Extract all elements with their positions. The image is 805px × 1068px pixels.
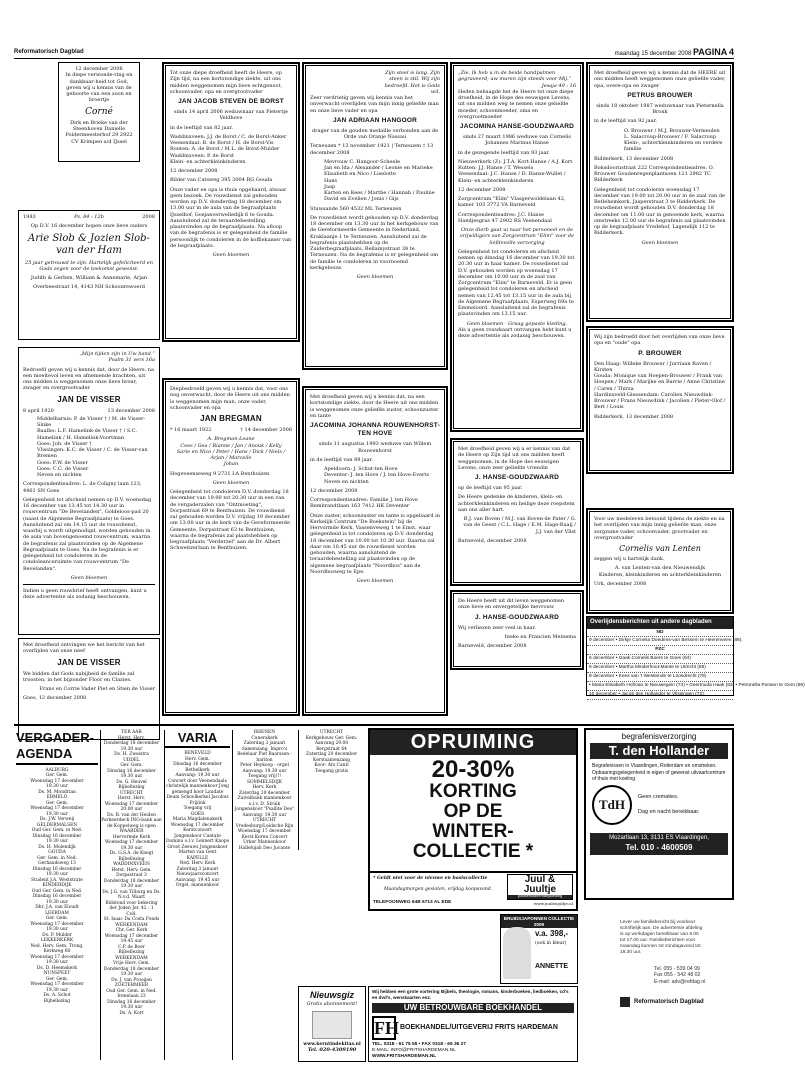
notice-note: Als u geen rouwkaart ontvangen hebt kunt u deze advertentie als zodanig beschouwen. xyxy=(458,326,572,340)
text: Heden behaagde het de Heere tot onze diepe droefheid, in de Hope des eeuwigen Levens, uit ons midden weg te nemen onze geliefde moeder, schoonmoeder, oma en overgrootmoeder xyxy=(458,88,574,120)
magazine-image-placeholder xyxy=(312,1011,352,1039)
anniversary-announcement xyxy=(18,210,160,340)
children: Judith & Gerben, William & Annemarie, Arjan xyxy=(30,275,148,281)
address: Bilder van Catsweg 395 3004 RG Gouda xyxy=(170,177,273,184)
text: Diepbedroefd geven wij u kennis dat, voor ons nog onverwacht, door de Heere uit ons midden is weggenomen mijn man, onze vader, schoonvader en opa xyxy=(170,386,290,411)
text: Tot onze diepe droefheid heeft de Heere, op Zijn tijd, na een kortstondige ziekte, uit ons midden weggenomen mijn lieve echtgenoot, schoonvader, opa en overgrootvader xyxy=(170,70,283,95)
dates: Terneuzen * 13 november 1921 | Terneuzen † 13 december 2008 xyxy=(310,143,434,156)
rd-brand: Reformatorisch Dagblad xyxy=(634,998,704,1005)
rd-info-box xyxy=(584,906,734,1062)
deceased-name: JACOMINA HANSE-GOUDZWAARD xyxy=(459,123,575,130)
service-details: Gelegenheid tot condoleren D.V. donderdag 18 december van 19.00 tot 20.30 uur in een van de vergaderzalen van "Ontmoeting", Dorpsstraat 69 te Benthuizen. De rouwdienst zal gehouden worden D.V. vrijdag 19 december om 13.00 uur in de kerk van de Gereformeerde Gemeente, Dorpsstraat 63 te Benthuizen, waarna de begrafenis zal plaatshebben op begraafplaats "Verderzel" aan de Dr. Albert Schweitzerlaan te Benthuizen. xyxy=(170,489,290,552)
funeral-note: Geen crematies. xyxy=(638,794,679,801)
service-details: Onze vader en opa is thuis opgebaard, alwaar geen bezoek. De rouwdienst zal gehouden worden op D.V. donderdag 18 december om 13.00 uur in de aula van de begraafplaats IJsselhof, Goejanverwelledijk 6 te Gouda. Aansluitend zal de teraardebestelling plaatsvinden op de begraafplaats. Na afloop van de begrafenis is er gelegenheid de familie persoonlijk te condoleren in de koffiekamer van de begraafplaats. xyxy=(170,186,292,249)
varia-entries: RHENEN Cunerakerk Zaterdag 3 januari Samenzang, Impro's Bedelaar Piet Baarssen - bariton Peter Heykoop - orgel Aanvang: 19.30 uur Toegang vrij!!! SOMMELSDIJK Herv. Kerk Zaterdag 20 december Zuivelbank mannenkoor o.l.v. D. Struik Jongenskoor "Psallite Deo" Aanvang: 19.30 uur UTRECHT Vredesburg/Leidsche Rijn Woensdag 17 december Kerst Koren Concert Urker Mannenkoor Hallelujah Deo Juvante xyxy=(234,730,295,851)
ad-url[interactable]: www.juulenjultje.nl xyxy=(533,901,573,906)
deceased-name: JACOMINA JOHANNA ROUWENHORST-TEN HOVE xyxy=(310,422,440,438)
deceased-name: J. HANSE-GOUDZWAARD xyxy=(475,474,559,481)
obit-text: Bedroefd geven wij u kennis dat, door de Heere, na een moeitevol leven en afnemende krachten, uit ons midden is weggenomen onze lieve broer, zwager en overgrootvader xyxy=(23,366,154,392)
juul-juultje-logo: Juul & Juultje positiemodeerbabykleding xyxy=(507,874,573,900)
thanks-van-lenten xyxy=(586,508,734,614)
pzc-label: PZC xyxy=(587,646,733,655)
age: in de leeftijd van 92 jaar. xyxy=(594,118,657,125)
signatories: A. van Lenten-van den Nieuwendijk Kinderen, kleinkinderen en achterkleinkinderen xyxy=(598,565,722,578)
rd-fax: Fax 055 - 542 48 02 xyxy=(654,972,701,979)
nieuwsgiz-title: Nieuwsgiz xyxy=(309,990,354,1000)
header-date: maandag 15 december 2008 PAGINA 4 xyxy=(614,47,734,57)
address: Overbeestraat 14, 4143 NH Schoonrewoerd xyxy=(33,284,145,291)
obituary-hanse-goudzwaard xyxy=(450,62,584,432)
text: Zeer verdrietig geven wij kennis van het onverwacht overlijden van mijn innig geliefde man en onze lieve vader en opa xyxy=(310,95,439,114)
bridal-title: BRUIDSJAPONNEN COLLECTIE 2009 xyxy=(501,915,577,928)
rd-phone: Tel. 055 - 539 04 99 xyxy=(654,965,700,972)
subtitle: sinds 27 maart 1986 weduwe van Cornelis Johannes Marinus Hanse xyxy=(463,134,571,147)
text: Met droefheid geven wij u kennis dat de HEERE uit ons midden heeft weggenomen onze geliefde vader, opa, overe-opa en zwager xyxy=(594,70,726,89)
age: op de leeftijd van 95 jaar. xyxy=(458,485,523,492)
obituary-jan-de-visser xyxy=(18,347,160,635)
text: De Heere heeft uit dit leven weggenomen onze lieve en onvergetelijke mevrouw xyxy=(458,598,565,611)
text: Met droefheid ontvingen we het bericht van het overlijden van onze neef xyxy=(23,642,145,655)
verse: Jesaja 49 : 16 xyxy=(541,82,576,89)
condolence-hanse-2 xyxy=(450,590,584,670)
announcement-text: In diepe verwonde-ring en dankbaar-heid tot God, geven wij u kennis van de geboorte van een zoon en broertje xyxy=(65,72,133,104)
signatories: Ineke en Francien Meinema xyxy=(504,633,576,640)
other-papers-overview xyxy=(586,616,805,698)
paper-name: Reformatorisch Dagblad xyxy=(14,49,84,55)
body: De Heere gedenke de kinderen, klein- en achterkleinkinderen en heilige deze roepstem aan ons aller hart. xyxy=(458,494,575,513)
bookshop-intro: Wij hebben een grote sortering Bijbels, theologie, romans, kinderboeken, liedboeken, cd's en dvd's, wenskaarten enz. xyxy=(372,989,569,1000)
age: in de leeftijd van 89 jaar. xyxy=(310,456,373,463)
family-list: A. Bregman-Leane Cees / Gea / Rianne / Jan / Anouk / Kelly Sarie en Nico / Peter / Hans / Dick / Niels / Arjan / Marcelle Johan xyxy=(176,436,286,468)
body: We bidden dat Gods nabijheid de familie zal troosten, in het bijzonder Floor en Claziеs. xyxy=(23,670,135,683)
family-list: Nieuwerkerk (Z): J.T.A. Kort-Hanse / A.J. Kort Rutten: J.J. Hanse / T. Wessels Veenendaal: J.C. Hanse / D. Hanse-Wullet / Klein- en achterkleinkinderen xyxy=(458,158,573,184)
ad-fineprint: * Geldt niet voor de nieuwe en basiscollectie xyxy=(373,876,488,881)
agenda-entries: TER AAR Herst. Herv. Donderdag 18 december 19.30 uur Ds. H. Zweistra UDDEL Ger. Gem. Dinsdag 16 december 19.30 uur Ds. G. Heuvel Bijbellezing UTRECHT Herst. Herv. Woensdag 17 december 20.00 uur Ds. B. van der Heiden Parkeerdeck ING-bank aan de Koppelweg is open WAARDER Hervormde Kerk Woensdag 17 december 19.30 uur Ds. G.S.A. de Knegt Bijbellezing WADDINXVEEN Herst. Herv. Gem. Dorpsstraat 3 Donderdag 18 december 19.30 uur Ds. J.G. van Tilburg en Ds. N.v.d. Waart Bidstond voor bekering der Joden Jer. 42 : 1 Coll. St. Isaac Da Costa Fonds WERKENDAM Chr. Ger. Kerk Woensdag 17 december 19.45 uur C.P. de Boer Bijbellezing WERKENDAM Vrije Herv. Gem. Donderdag 18 december 19.30 uur Ds. J. van Prooijen ZOETERMEER Oud Ger. Gem. in Ned. Irenelaan 23 Dinsdag 16 december 19.30 uur Ds. A. Kort xyxy=(101,730,162,1016)
funeral-logo-icon: TdH xyxy=(592,785,632,825)
date: Ridderkerk, 13 december 2008 xyxy=(594,155,674,162)
ad-hours: Maandagmorgen gesloten, vrijdag koopavond. xyxy=(383,887,493,892)
opruiming-ad-footer xyxy=(368,873,578,911)
varia-entries: UTRECHT Kerkgebouw Ger. Gem. Aanvang 20.00 Bergstraat 64 Zaterdag 20 december Kerstsamenzang Koor: Ars Canti Toegang gratis xyxy=(305,730,358,774)
overview-row: 10 december • Jacob den Hollander te Vlissingen (72). xyxy=(587,691,733,700)
varia-entries: BENEVELD Herv. Gem. Dinsdag 16 december Bethelkerk Aanvang: 19.30 uur Concert door Veenendaals christelijk mannenkoor Jong gemengd koor Laudate Deum Schoolkerkel Jacobus Frijlink Toegang vrij GOES Maria Magdalenakerk Woensdag 17 december Kerstconcert Jongenskoor Cantate Domino o.l.v. Lennert Knops Groot Zeeuws Jongenskoor Marten van Gent KAPELLE Ned. Herv. Kerk Zaterdag 3 januari Nieuwjaarsconcert Aanvang: 19.45 uur Orgel, mannenkoor xyxy=(166,751,229,889)
rd-email[interactable]: E-mail: adv@refdag.nl xyxy=(654,978,706,985)
announcement-date: 12 december 2008 xyxy=(75,66,123,72)
text: Wij zijn bedroefd door het overlijden van onze lieve opa en "oude" opa xyxy=(594,334,725,347)
nieuwsgiz-tel: Tel. 020-4309190 xyxy=(307,1047,357,1054)
overview-row: 6 december • Martha Minderhout-Mante te Utrecht (85) xyxy=(587,664,733,673)
bookshop-banner: UW BETROUWBARE BOEKHANDEL xyxy=(372,1003,574,1013)
service-details: Gelegenheid tot condoleren en afscheid nemen op dinsdag 16 december van 19.30 tot 20.30 uur in haar kamer. De rouwdienst zal D.V. gehouden worden op woensdag 17 december om 10.00 uur in de zaal van Zorgcentrum "Elim" te Barneveld. Er is geen gelegenheid tot condoleren en afscheid nemen van 12.45 tot 13.15 uur in de aula bij de Algemene Begraafplaats, Esperweg 69a te Emmeloord. Aansluitend zal de begrafenis plaatsvinden om 13.15 uur. xyxy=(458,248,575,318)
deceased-name: P. BROUWER xyxy=(638,349,682,357)
obituary-de-borst xyxy=(162,62,300,342)
address: Stuwsande 560 4532 ML Terneuzen xyxy=(310,205,402,212)
age: in de leeftijd van 82 jaar. xyxy=(170,124,233,131)
deceased-name: JAN BREGMAN xyxy=(200,414,262,423)
deceased-name: J. HANSE-GOUDZWAARD xyxy=(475,613,559,621)
service-details: Gelegenheid tot condoleren woensdag 17 december van 19.00 tot 20.00 uur in de zaal van de Betlehemkerk, Jasperstraat 3 te Ridderkerk. De rouwdienst wordt gehouden D.V. donderdag 18 december om 11.00 uur in genoemde kerk, waarna omstreeks 12.00 uur de begrafenis zal plaatsvinden op de begraafplaats Vredehof, Lagendijk 112 te Ridderkerk. xyxy=(594,186,726,237)
overview-title: Overlijdensberichten uit andere dagbladen xyxy=(587,617,733,629)
discount: 20-30% xyxy=(431,756,515,783)
signatories: B.J. van Boven / M.J. van Boven-de Pater / G. van de Geest / C.L. Hage / E.M. Hage-Baaij / J.J. van der Vlist xyxy=(463,516,576,535)
correspondence: Correspondentieadres: J.C. Hanse Handjesgras 47 2902 RS Veenendaal xyxy=(458,211,552,224)
condolence-brouwer xyxy=(586,326,734,474)
bookshop-email[interactable]: E-MAIL: INFO@FRITSHARDEMAN.NL xyxy=(372,1048,456,1054)
funeral-note: Dag en nacht bereikbaar. xyxy=(638,809,700,815)
dress-image-placeholder xyxy=(503,927,531,979)
child-name: Corné xyxy=(85,106,113,117)
family-list: Mevrouw C. Hangoor-Scheele Jan en Ida / Alexander / Leonie en Marieke Elisabeth en Nico / Liselotte Hans Jaap Karten en Kees / Marthe / Hannah / Pauline David en Evelien / Jonis / Gijs xyxy=(324,158,435,203)
birth-announcement xyxy=(58,62,140,162)
subtitle: sinds 11 augustus 1993 weduwe van Willem Rouwenhorst xyxy=(318,441,432,454)
obituary-bregman xyxy=(162,378,300,716)
no-flowers: Geen bloemen xyxy=(70,574,108,581)
nd-label: ND xyxy=(587,629,733,638)
bookshop-web[interactable]: WWW.FRITSHARDEMAN.NL xyxy=(372,1054,437,1060)
age: in de gezegende leeftijd van 93 jaar. xyxy=(458,149,550,156)
overview-row: 6 december • Izaak Cornelis Boers te Goes (84) xyxy=(587,655,733,664)
text: Met droefheid geven wij u er kennis van dat de Heere op Zijn tijd uit ons midden heeft weggenomen, in de Hope des eeuwigen Levens, onze zeer geliefde vriendin xyxy=(458,446,571,471)
born-date: 8 april 1920 xyxy=(23,407,54,414)
agenda-column-1 xyxy=(16,730,98,1060)
thanks-note: Onze dierb gaat ui naar het personeel en de vrijwilligers van Zorgcentrum "Elim" voor de liefdevolle verzorging xyxy=(459,227,575,246)
funeral-address: Mozartlaan 13, 3131 ES Vlaardingen, xyxy=(609,835,709,841)
date: 12 december 2008 xyxy=(458,186,506,193)
opruiming-ad[interactable] xyxy=(368,728,578,873)
agenda-title: VERGADER- AGENDA xyxy=(16,730,98,765)
no-flowers: Geen bloemen xyxy=(641,239,679,246)
bridal-shop: ANNETTE xyxy=(535,963,569,970)
deceased-name: JAN DE VISSER xyxy=(57,657,121,667)
date: 12 december 2008 xyxy=(310,487,358,494)
nieuwsgiz-sub: Gratis abonnement! xyxy=(306,1001,358,1008)
no-flowers: Geen bloemen - Graag gepaste kleding. xyxy=(466,320,568,327)
deceased-name: PETRUS BROUWER xyxy=(627,91,693,99)
funeral-services-ad[interactable] xyxy=(584,728,734,900)
ad-line: WINTER- xyxy=(432,821,514,843)
funeral-text: Begrafenissen in Vlaardingen, Rotterdam en omstreken. Opbaaringsgelegenheid in eigen of gewenst uitvaartcentrum of thuis met koeling. xyxy=(592,763,726,782)
died-date: † 14 december 2008 xyxy=(240,427,292,433)
bookshop-logo-icon: FH xyxy=(374,1018,399,1039)
correspondence: Correspondentieadres: Familie J. ten Hove Rembrandtlaan 163 7412 HK Deventer xyxy=(310,497,418,510)
year-end: 2008 xyxy=(142,214,155,220)
place-date: Urk, december 2008 xyxy=(594,580,647,587)
ad-phone: TELEFOONWEG 64B 6713 AL EDE xyxy=(373,900,452,905)
obituary-hangoor xyxy=(302,62,448,370)
subtitle: drager van de gouden medaille verbonden aan de Orde van Oranje Nassau xyxy=(311,127,439,141)
bookshop-name: BOEKHANDEL/UITGEVERIJ FRITS HARDEMAN xyxy=(400,1024,558,1032)
funeral-company: T. den Hollander xyxy=(590,743,728,759)
place-date: Barneveld, december 2008 xyxy=(458,537,527,544)
obituary-petrus-brouwer xyxy=(586,62,734,322)
nieuwsgiz-ad[interactable] xyxy=(298,986,366,1062)
address: Zorgcentrum "Elim" Vlasgerwoldelaan 42, kamer 103 3772 VA Barneveld xyxy=(458,196,566,209)
deceased-name: Cornelis van Lenten xyxy=(619,544,701,553)
verse: Ps. 84 : 12b xyxy=(74,214,104,220)
funeral-title: begrafenisverzorging xyxy=(621,732,697,741)
body: zeggen wij u hartelijk dank. xyxy=(594,556,665,562)
rd-info-text: Lever uw familiebericht bij voorkeur schriftelijk aan. De advertentie afdeling is op werkdagen bereikbaar van 8.00 tot 17.00 uur. Familieberichten voor maandag kunnen tot zondagavond tot 18.30 uur. xyxy=(620,920,703,955)
bookshop-phone: TEL. 0318 - 61 75 55 • FAX 0318 - 65 36 27 xyxy=(372,1042,466,1048)
family-list: Apeldoorn: J. Schut-ten Hove Deventer: J. ten Hove / J. ten Hove-Everts Neven en nichten xyxy=(324,466,430,485)
rd-logo-icon xyxy=(620,997,630,1007)
wish-text: 25 jaar getrouwd te zijn. Hartelijk gefeliciteerd en Gods zegen voor de toekomst gewenst. xyxy=(25,259,153,272)
parents: Dirk en Brieke van der Steenhoven Danielle Poldermeesterhof 29 2922 CV Krimpen a/d IJssel xyxy=(65,119,133,145)
subtitle: sinds 14 april 2006 weduwnaar van Pietertje Veldhove xyxy=(174,109,288,122)
obituary-rouwenhorst xyxy=(302,386,448,716)
varia-column-1 xyxy=(164,730,230,1060)
signatories: Frans en Corrie Vader Piet en Stien de Visser xyxy=(39,686,155,692)
family-list: Middelharnis: P. de Visser † / M. de Visser-Sinke Baalbo: L.F. Hamelink-de Visser † / S.C. Hamelink / H. Hamelink-Voortman Goes: Joh. de Visser † Vlissingen: K.C. de Visser / C. de Visser-van Bremen Goes: F.W. de Visser Goes: C.C. de Visser Neven en nichten xyxy=(37,415,148,478)
place-date: Goes, 12 december 2008 xyxy=(23,695,87,702)
quote: „Mijn tijden zijn in Uw hand.” xyxy=(79,351,155,357)
notice-note: Indien u geen rouwbrief heeft ontvangen, kunt u deze advertentie als zodanig beschouwen. xyxy=(23,588,147,601)
text: Voor uw medeleven betoond tijdens de ziekte en na het overlijden van mijn innig geliefde man, onze zorgzame vader, schoonvader, grootvader en overgrootvader xyxy=(594,516,725,541)
no-flowers: Geen bloemen xyxy=(356,578,394,584)
verse: Psalm 31 vers 16a xyxy=(108,357,155,364)
bridal-price: v.a. 398,- xyxy=(535,929,569,938)
place-date: Barneveld, december 2008 xyxy=(458,643,527,650)
intro: Op D.V. 16 december hopen onze lieve ouders xyxy=(30,223,148,230)
bridal-note: (ook in kleur) xyxy=(535,941,567,946)
agenda-column-2 xyxy=(100,730,162,1060)
varia-title: VARIA xyxy=(165,730,230,748)
subtitle: sinds 18 oktober 1987 weduwnaar van Pieternella Bronk xyxy=(596,102,724,116)
text: Met droefheid geven wij u kennis dat, na een kortstondige ziekte, door de Heere uit ons midden is weggenomen onze geliefde zuster, schoonzuster en tante xyxy=(310,394,439,419)
family-list: Den Haag: Willeke Brouwer / Jurriaan Raven / Kirsten Gouda: Monique van Hoepen-Brouwer / Frank van Hoepen / Mark / Marijke en Barrie / Anne Christine / Caren / Thirza Hardinxveld-Giessendam: Carolien Nieuwdink-Brouwer / Frans Nieuwdink / Jacolien / Pieter-Olof / Bert / Louis xyxy=(594,360,726,411)
ad-line: OP DE xyxy=(443,801,503,823)
service-details: Gelegenheid tot afscheid nemen op D.V. woensdag 16 december van 13.45 tot 14.30 uur in rouwcentrum "De Bevelanden", Goldeloos-pad 20 (naast de Algemene Begraafplaats) te Goes. Aansluitend zal om 14.15 uur de rouwdienst, waarbij u wordt uitgenodigd, worden gehouden in de aula van bovengenoemd rouwcentrum, waarna de begrafenis zal plaatsvinden op de Algemene Begraafplaats te Goes. Na de begrafenis is er gelegenheid tot condoleren in de condoleanceruimte van rouwcentrum "De Bevelanden". xyxy=(23,496,152,572)
place-date: Ridderkerk, 13 december 2008 xyxy=(594,413,674,420)
overview-row: • Maria Elisabeth Hofman te Nieuwegein (74) • Geertruida Haak (83) • Petronella Ponsen te Gent (69) xyxy=(587,682,733,691)
no-flowers: Geen bloemen xyxy=(212,479,250,486)
year-start: 1983 xyxy=(23,214,36,220)
varia-column-2 xyxy=(232,730,296,1060)
bookshop-ad[interactable] xyxy=(368,986,578,1062)
varia-column-3 xyxy=(298,730,364,850)
ad-title: OPRUIMING xyxy=(370,730,576,755)
service-details: Onze zuster, schoonzuster en tante is opgebaard in Kerkelijk Centrum "De Boekstein" bij de Hervormde Kerk, Vassenveweg 1 te Emst, waar gelegenheid is tot condoleren op D.V. donderdag 18 december van 10.00 tot 10.30 uur. Daarna zal daar om 10.45 uur de rouwdienst worden gehouden, waarna aansluitend de teraardebestelling zal plaatsvinden op de algemene begraafplaats "Noordbos" aan de Noordbosweg te Epe. xyxy=(310,512,440,575)
quote: „Zie, Ik heb u in de beide handpalmen gegraveerd; uw muren zijn steeds voor Mij.” xyxy=(458,70,572,83)
no-flowers: Geen bloemen xyxy=(212,252,250,259)
bottom-divider xyxy=(14,724,734,726)
deceased-name: JAN ADRIAAN HANGOOR xyxy=(332,116,418,124)
condolence-hanse-1 xyxy=(450,438,584,586)
ad-line: KORTING xyxy=(429,781,517,803)
nieuwsgiz-web[interactable]: www.kerntindekitas.nl xyxy=(303,1041,361,1047)
agenda-entries: AALBURG Ger. Gem. Woensdag 17 december 19.30 uur Ds. M. Mondrian ERMELO Ger. Gem. Woensdag 17 december 19.30 uur Ds. J.W. Verweij GELDERMALSEN Oud Ger. Gem. in Ned. Dinsdag 16 december 19.30 uur Ds. H. Molendijk GOUDA Ger. Gem. in Ned. Gerhaudsweg 13 Dinsdag 16 december 19.30 uur Student J.A. Weststrate KINDERDIJK Oud Ger. Gem. in Ned. Dinsdag 16 december 19.30 uur Dhr. J.A. van Eloudt LEERDAM Ger. Gem. Woensdag 17 december 19.30 uur Ds. P. Mulder LEKKERKERK Ned. Herv. Gem. Trong. Kerkweg 60 Woensdag 17 december 19.30 uur Ds. D. Heemskerk NUNSPEET Ger. Gem. Woensdag 17 december 19.30 uur Ds. A. Schot Bijbellezing xyxy=(30,767,84,1004)
quote: Zijn steel is lang. Zijn steen is stil. Wij zijn bedroefd. Het is Gods wil. xyxy=(384,70,440,95)
no-flowers: Geen bloemen xyxy=(356,274,394,281)
page-header xyxy=(14,47,734,59)
deceased-name: JAN DE VISSER xyxy=(57,394,121,404)
date: 12 december 2008 xyxy=(170,168,218,175)
overview-row: 9 december • Dirkje Cornelia Doedens-van Bessem te Heerenveen (88). xyxy=(587,637,733,646)
funeral-phone: Tel. 010 - 4600509 xyxy=(625,842,693,852)
born-date: * 16 maart 1922 xyxy=(170,427,212,433)
deceased-name: JAN JACOB STEVEN DE BORST xyxy=(178,98,284,105)
correspondence: Boksdoornstraat 222 Correspondentieadres: O. Brouwer Goudenregenplantsoen 121 2982 TC Ridderkerk xyxy=(594,164,715,184)
family-list: O. Brouwer / M.J. Brouwer-Vermeulen L. Salacroup-Brouwer / F. Salacroup Klein-, achterkleinkinderen en verdere familie xyxy=(624,127,723,153)
ad-line: COLLECTIE * xyxy=(412,841,534,862)
overview-row: 9 december • Kees van 't Westeinde te Loosdrecht (78) xyxy=(587,673,733,682)
body: Wij verliezen zeer veel in haar. xyxy=(458,624,537,631)
bridal-ad[interactable] xyxy=(500,914,578,984)
family-list: Waddinxveen: J.J. de Borst / C. de Borst-Anker Veenendaal: B. de Borst / H. de Borst-Vis Routen: A. de Borst / M.L. de Borst-Mulder Waddinxveen: P. de Borst Klein- en achterkleinkinderen xyxy=(170,133,287,165)
address: Hogeveenseweg 9 2731 LA Benthuizen xyxy=(170,470,270,477)
died-date: 13 december 2008 xyxy=(107,407,155,414)
correspondence: Correspondentieadres: L. de Coligny laan 123, 4461 SN Goes xyxy=(23,481,142,494)
couple-names: Arie Slob & Jozien Slob-van der Ham xyxy=(28,232,150,256)
service-details: De rouwdienst wordt gehouden op D.V. donderdag 18 december om 13.30 uur in het kerkgebouw van de Gereformeerde Gemeente in Nederland, Kraklaanje 1 te Terneuzen. Aansluitend zal de begrafenis plaatshebben op de Zuiderbegraafplaats, Bellamystraat 38 te Terneuzen. Na de begrafenis is er gelegenheid om de familie te condoleren in voornoemd kerkgebouw. xyxy=(310,214,439,271)
